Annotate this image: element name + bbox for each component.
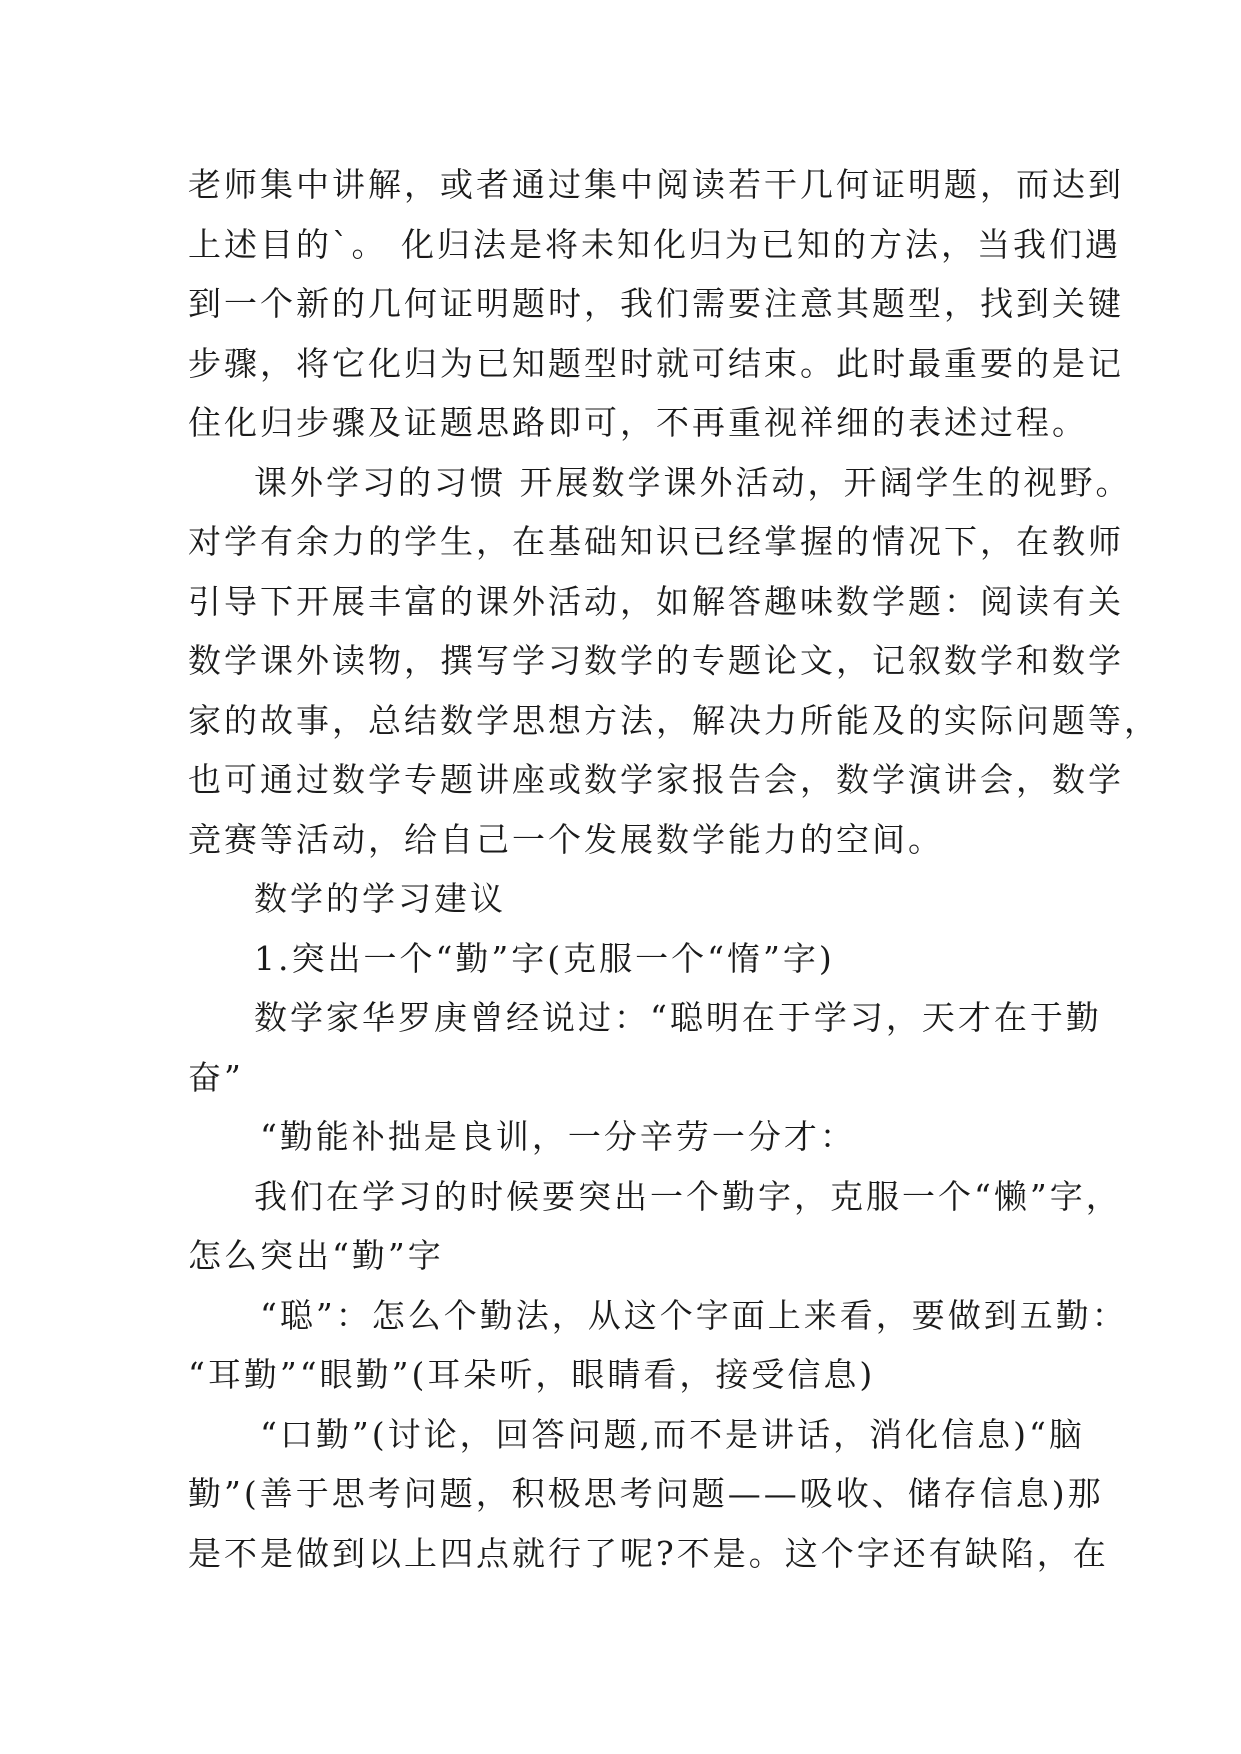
text-line: 数学家华罗庚曾经说过：“聪明在于学习，天才在于勤	[254, 998, 1102, 1037]
text-line: 上述目的`。 化归法是将未知化归为已知的方法，当我们遇	[188, 224, 1121, 264]
text-line: 勤”(善于思考问题，积极思考问题——吸收、储存信息)那	[188, 1474, 1104, 1513]
text-line: 竞赛等活动，给自己一个发展数学能力的空间。	[188, 819, 944, 859]
text-line: “聪”：怎么个勤法，从这个字面上来看，要做到五勤：	[260, 1295, 1128, 1335]
text-line: “口勤”(讨论，回答问题,而不是讲话，消化信息)“脑	[260, 1414, 1085, 1454]
text-line: 住化归步骤及证题思路即可，不再重视祥细的表述过程。	[188, 403, 1088, 442]
text-line: 老师集中讲解，或者通过集中阅读若干几何证明题，而达到	[188, 165, 1124, 204]
text-line: 怎么突出“勤”字	[188, 1236, 444, 1275]
text-line: 也可通过数学专题讲座或数学家报告会，数学演讲会，数学	[188, 760, 1124, 799]
text-line: 数学课外读物，撰写学习数学的专题论文，记叙数学和数学	[188, 641, 1124, 680]
text-line: 到一个新的几何证明题时，我们需要注意其题型，找到关键	[188, 284, 1124, 323]
text-line: 奋”	[188, 1057, 244, 1097]
section-heading: 数学的学习建议	[254, 879, 506, 918]
text-line: 课外学习的习惯 开展数学课外活动，开阔学生的视野。	[254, 462, 1132, 502]
text-line: “勤能补拙是良训，一分辛劳一分才：	[260, 1117, 856, 1156]
text-line: 对学有余力的学生，在基础知识已经掌握的情况下，在教师	[188, 522, 1124, 561]
text-line: 引导下开展丰富的课外活动，如解答趣味数学题：阅读有关	[188, 581, 1124, 621]
text-line: “耳勤”“眼勤”(耳朵听，眼睛看，接受信息)	[188, 1355, 876, 1394]
subsection-heading: 1.突出一个“勤”字(克服一个“惰”字)	[254, 938, 835, 978]
body-text	[188, 155, 1160, 1583]
text-line: 是不是做到以上四点就行了呢?不是。这个字还有缺陷，在	[188, 1533, 1109, 1573]
text-line: 家的故事，总结数学思想方法，解决力所能及的实际问题等，	[188, 700, 1160, 740]
text-line: 步骤，将它化归为已知题型时就可结束。此时最重要的是记	[188, 343, 1124, 383]
text-line: 我们在学习的时候要突出一个勤字，克服一个“懒”字，	[254, 1176, 1122, 1216]
